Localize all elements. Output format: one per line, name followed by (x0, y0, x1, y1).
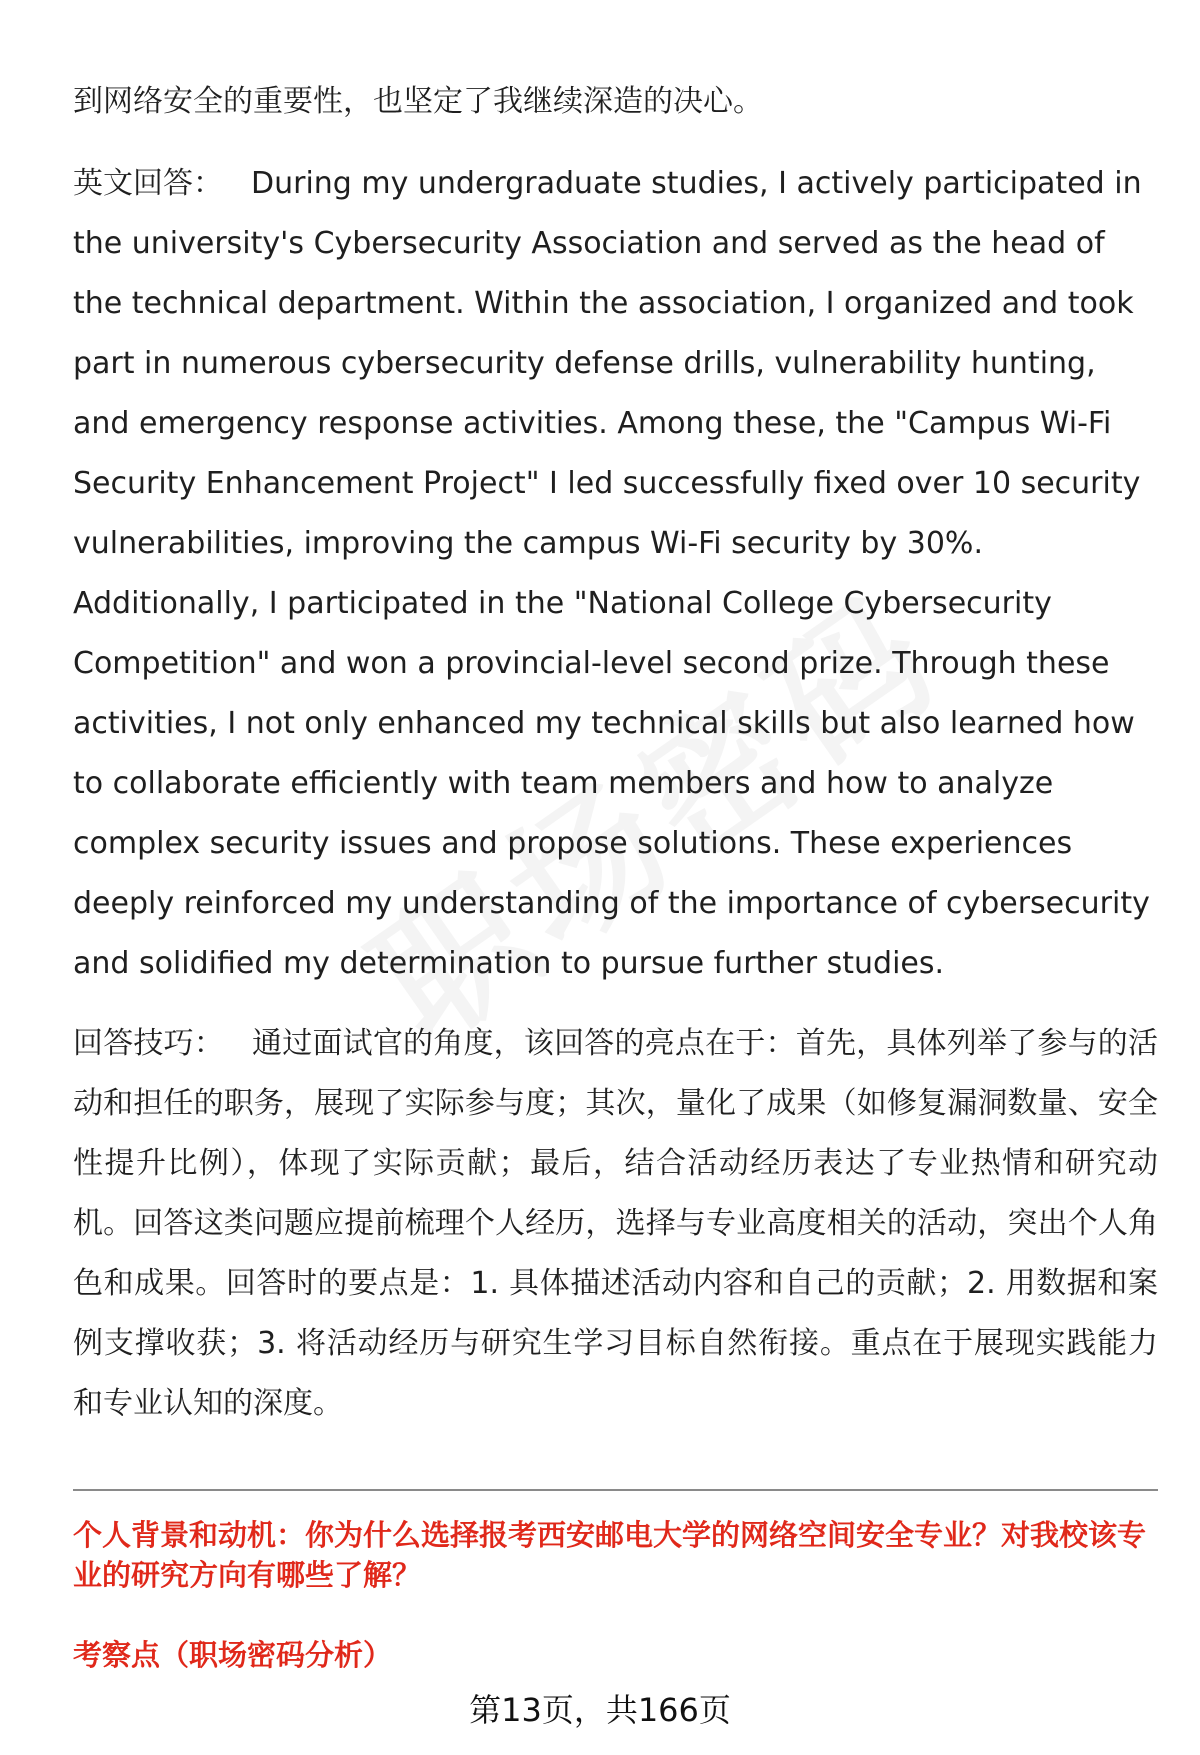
answer-tips-paragraph (73, 1014, 1158, 1434)
page-number-footer: 第13页，共166页 (469, 1691, 731, 1729)
continued-paragraph: 到网络安全的重要性，也坚定了我继续深造的决心。 (73, 84, 763, 119)
section-divider (73, 1489, 1158, 1491)
answer-tips-label: 回答技巧： (73, 1026, 225, 1061)
answer-tips-text: 通过面试官的角度，该回答的亮点在于：首先，具体列举了参与的活动和担任的职务，展现了实际参与度；其次，量化了成果（如修复漏洞数量、安全性提升比例），体现了实际贡献；最后，结合活动经历表达了专业热情和研究动机。回答这类问题应提前梳理个人经历，选择与专业高度相关的活动，突出个人角色和成果。回答时的要点是：1. 具体描述活动内容和自己的贡献；2. 用数据和案例支撑收获；3. 将活动经历与研究生学习目标自然衔接。重点在于展现实践能力和专业认知的深度。 (73, 1026, 1159, 1421)
document-body (73, 72, 1158, 1434)
english-answer-text: During my undergraduate studies, I actively participated in the university's Cybersecurity Association and served as the head of the technical department. Within the association, I organized and took part in numerous cybersecurity defense drills, vulnerability hunting, and emergency response activities. Among these, the "Campus Wi-Fi Security Enhancement Project" I led successfully fixed over 10 security vulnerabilities, improving the campus Wi-Fi security by 30%. Additionally, I participated in the "National College Cybersecurity Competition" and won a provincial-level second prize. Through these activities, I not only enhanced my technical skills but also learned how to collaborate efficiently with team members and how to analyze complex security issues and propose solutions. These experiences deeply reinforced my understanding of the importance of cybersecurity and solidified my determination to pursue further studies. (73, 166, 1150, 981)
english-answer-paragraph (73, 154, 1158, 994)
next-question-heading: 个人背景和动机：你为什么选择报考西安邮电大学的网络空间安全专业？对我校该专业的研究方向有哪些了解？ (73, 1518, 1147, 1592)
english-answer-label: 英文回答： (73, 166, 223, 201)
analysis-subheading: 考察点（职场密码分析） (73, 1638, 393, 1672)
